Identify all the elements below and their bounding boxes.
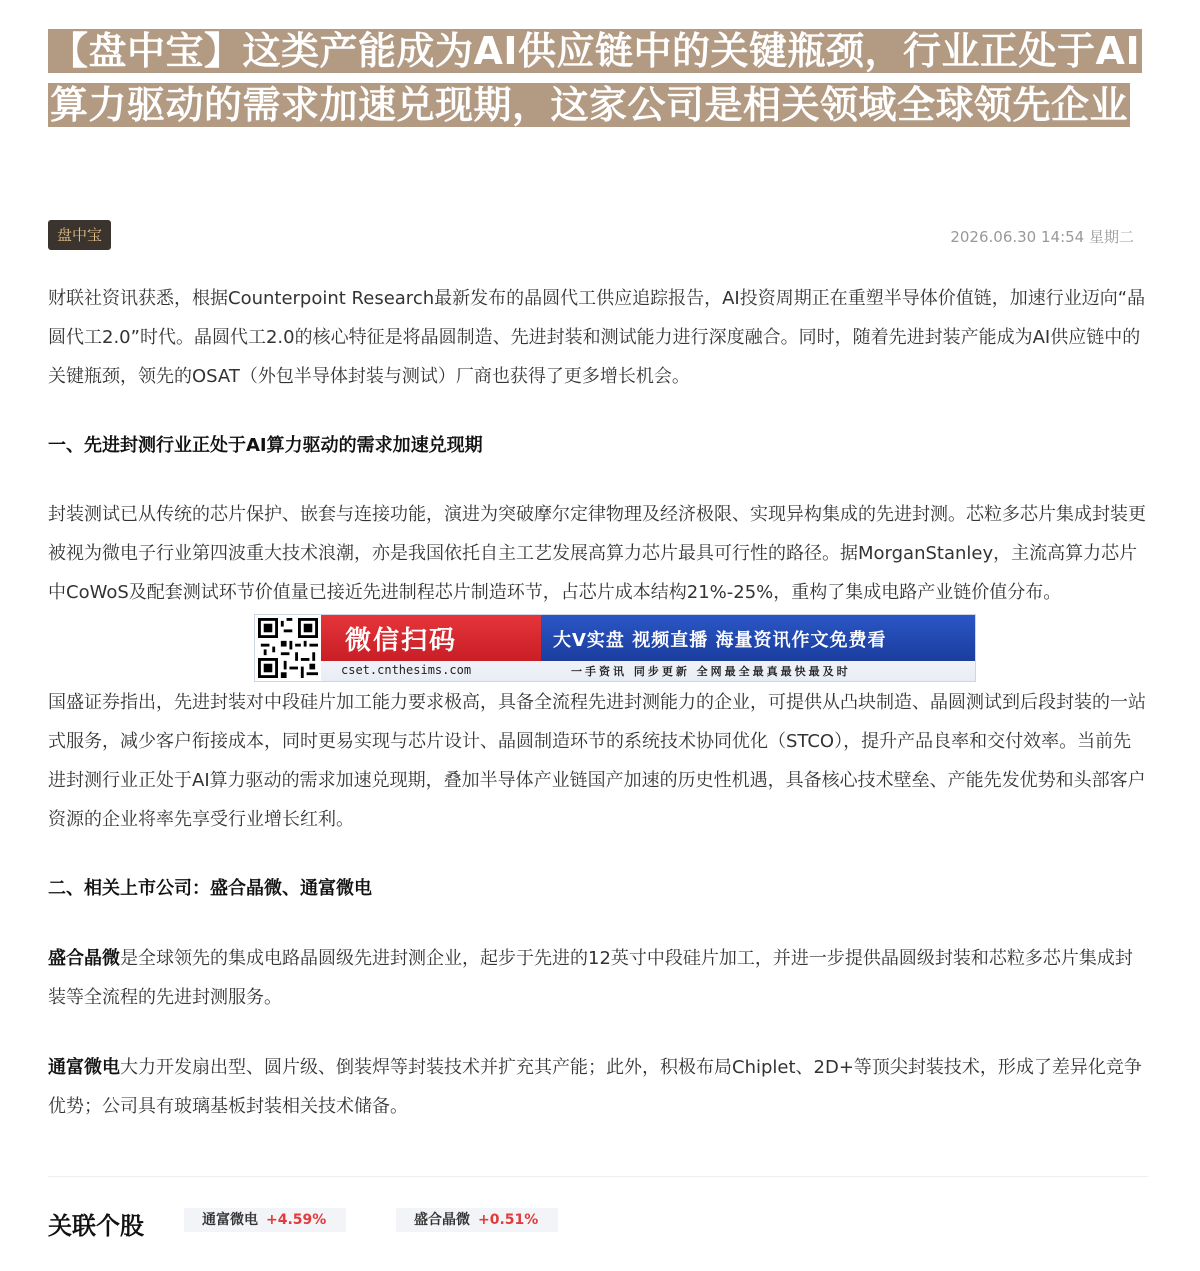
section1-paragraph-2: 国盛证券指出，先进封装对中段硅片加工能力要求极高，具备全流程先进封测能力的企业，可提供从凸块制造、晶圆测试到后段封装的一站式服务，减少客户衔接成本，同时更易实现与芯片设计、晶圆制造环节的系统技术协同优化（STCO），提升产品良率和交付效率。当前先进封测行业正处于AI算力驱动的需求加速兑现期，叠加半导体产业链国产加速的历史性机遇，具备核心技术壁垒、产能先发优势和头部客户资源的企业将率先享受行业增长红利。 bbox=[48, 692, 1146, 830]
publish-datetime: 2026.06.30 14:54 星期二 bbox=[950, 228, 1134, 246]
company-name-1[interactable]: 盛合晶微 bbox=[48, 948, 120, 969]
ad-right-panel bbox=[541, 615, 975, 681]
related-stocks-label: 关联个股 bbox=[48, 1212, 144, 1240]
stock-name: 通富微电 bbox=[202, 1212, 258, 1228]
company-desc-2: 大力开发扇出型、圆片级、倒装焊等封装技术并扩充其产能；此外，积极布局Chiplet、2D+等顶尖封装技术，形成了差异化竞争优势；公司具有玻璃基板封装相关技术储备。 bbox=[48, 1057, 1142, 1117]
stock-chip-1[interactable] bbox=[184, 1208, 346, 1232]
company-name-2[interactable]: 通富微电 bbox=[48, 1057, 120, 1078]
company-desc-1: 是全球领先的集成电路晶圆级先进封测企业，起步于先进的12英寸中段硅片加工，并进一步提供晶圆级封装和芯粒多芯片集成封装等全流程的先进封测服务。 bbox=[48, 948, 1133, 1008]
ad-title: 微信扫码 bbox=[345, 626, 458, 656]
column-tag[interactable]: 盘中宝 bbox=[48, 220, 111, 250]
qr-code-icon[interactable] bbox=[255, 615, 321, 681]
section1-paragraph-1: 封装测试已从传统的芯片保护、嵌套与连接功能，演进为突破摩尔定律物理及经济极限、实现异构集成的先进封测。芯粒多芯片集成封装更被视为微电子行业第四波重大技术浪潮，亦是我国依托自主工艺发展高算力芯片最具可行性的路径。据MorganStanley，主流高算力芯片中CoWoS及配套测试环节价值量已接近先进制程芯片制造环节，占芯片成本结构21%-25%，重构了集成电路产业链价值分布。 bbox=[48, 504, 1146, 603]
stock-name: 盛合晶微 bbox=[414, 1212, 470, 1228]
section-heading-2: 二、相关上市公司：盛合晶微、通富微电 bbox=[48, 878, 372, 899]
ad-left-panel bbox=[321, 615, 541, 681]
stock-chip-2[interactable] bbox=[396, 1208, 558, 1232]
article-title-text: 【盘中宝】这类产能成为AI供应链中的关键瓶颈，行业正处于AI算力驱动的需求加速兑现期，这家公司是相关领域全球领先企业 bbox=[50, 29, 1141, 127]
section-heading-1: 一、先进封测行业正处于AI算力驱动的需求加速兑现期 bbox=[48, 435, 483, 456]
divider bbox=[48, 1176, 1148, 1177]
article-title bbox=[48, 24, 1148, 132]
company-paragraph-2 bbox=[48, 1048, 1148, 1126]
ad-url[interactable]: cset.cnthesims.com bbox=[341, 663, 472, 677]
company-paragraph-1 bbox=[48, 939, 1148, 1017]
ad-slogan: 大V实盘 视频直播 海量资讯作文免费看 bbox=[553, 630, 887, 651]
stock-change: +4.59% bbox=[266, 1212, 327, 1228]
ad-subline: 一手资讯 同步更新 全网最全最真最快最及时 bbox=[571, 665, 851, 678]
intro-paragraph: 财联社资讯获悉，根据Counterpoint Research最新发布的晶圆代工供应追踪报告，AI投资周期正在重塑半导体价值链，加速行业迈向“晶圆代工2.0”时代。晶圆代工2.0的核心特征是将晶圆制造、先进封装和测试能力进行深度融合。同时，随着先进封装产能成为AI供应链中的关键瓶颈，领先的OSAT（外包半导体封装与测试）厂商也获得了更多增长机会。 bbox=[48, 288, 1146, 387]
stock-change: +0.51% bbox=[478, 1212, 539, 1228]
ad-banner[interactable] bbox=[254, 614, 976, 682]
